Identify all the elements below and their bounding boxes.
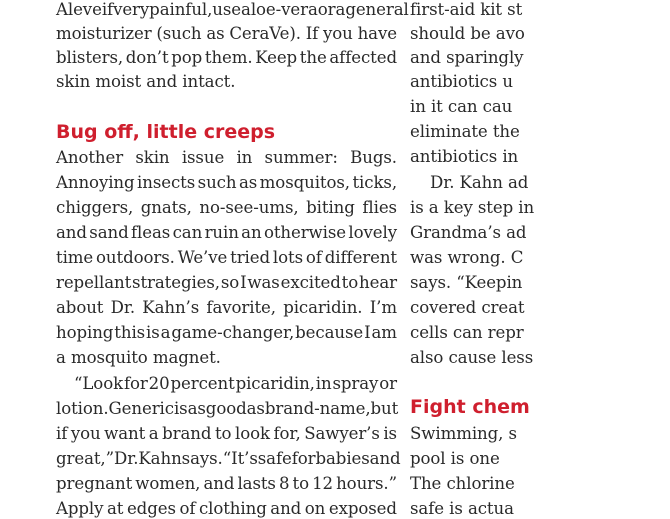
section-heading: Bug off, little creeps [56, 121, 276, 143]
word: I [240, 273, 247, 292]
text-line: says. “Keepin [410, 273, 523, 292]
word: affected [329, 48, 397, 67]
word: babies [315, 449, 370, 468]
text-line: eliminate the [410, 122, 520, 141]
word: outdoors. [96, 248, 175, 267]
text-line: pool is one [410, 449, 500, 468]
text-line: should be avo [410, 24, 525, 43]
word: ruin [204, 223, 239, 242]
word: excited [280, 273, 341, 292]
text-line [56, 474, 397, 494]
word: for [291, 449, 316, 468]
word: for [123, 374, 148, 393]
word: ticks, [352, 173, 397, 192]
text-line: is a key step in [410, 198, 535, 217]
word: pop [171, 48, 203, 67]
word: to [341, 273, 359, 292]
text-line: Grandma’s ad [410, 223, 527, 242]
word: is [383, 424, 397, 443]
word: Aleve [56, 0, 102, 19]
word: Keep [255, 48, 298, 67]
word: hear [359, 273, 397, 292]
word: picaridin, [235, 374, 315, 393]
section-heading: Fight chem [410, 396, 530, 418]
word: or [379, 374, 397, 393]
word: in [236, 148, 253, 167]
text-line [56, 0, 409, 20]
word: want [104, 424, 146, 443]
word: biting [306, 198, 355, 217]
text-line [56, 424, 397, 444]
word: edges [126, 499, 176, 518]
word: the [299, 48, 327, 67]
word: mosquitos, [259, 173, 350, 192]
word: of [305, 248, 322, 267]
text-line: Swimming, s [410, 424, 517, 443]
word: We’ve [177, 248, 228, 267]
word: pregnant [56, 474, 133, 493]
word: summer: [264, 148, 338, 167]
word: Another [56, 148, 124, 167]
word: brand [162, 424, 212, 443]
word: a [160, 323, 171, 342]
word: to [214, 424, 232, 443]
word: “Look [74, 374, 124, 393]
text-line: antibiotics in [410, 147, 519, 166]
word: and [369, 449, 401, 468]
text-line [56, 198, 397, 218]
word: or [317, 0, 336, 19]
word: spray [332, 374, 379, 393]
text-line [56, 323, 397, 343]
text-line [56, 173, 397, 193]
text-line: The chlorine [410, 474, 515, 493]
word: at [107, 499, 124, 518]
text-line [56, 499, 397, 519]
word: (such [156, 24, 202, 43]
word: for, [273, 424, 301, 443]
word: picaridin. [283, 298, 363, 317]
word: favorite, [206, 298, 276, 317]
word: “It’s [222, 449, 258, 468]
word: lots [272, 248, 303, 267]
word: repellant [56, 273, 132, 292]
word: because [295, 323, 364, 342]
text-line: was wrong. C [410, 248, 524, 267]
word: can [172, 223, 203, 242]
word: and [56, 223, 87, 242]
word: insects [137, 173, 196, 192]
word: you [70, 424, 101, 443]
word: no-see-ums, [199, 198, 299, 217]
word: gnats, [140, 198, 192, 217]
word: in [315, 374, 332, 393]
word: lotion. [56, 399, 109, 418]
text-line [56, 374, 397, 394]
word: clothing [198, 499, 267, 518]
word: Dr. [110, 298, 136, 317]
word: if [101, 0, 114, 19]
text-line [56, 449, 401, 469]
text-line [56, 273, 397, 293]
text-line [56, 48, 397, 68]
word: look [234, 424, 270, 443]
word: this [114, 323, 146, 342]
word: chiggers, [56, 198, 134, 217]
word: Kahn [138, 449, 182, 468]
word: painful, [149, 0, 213, 19]
word: an [241, 223, 262, 242]
word: game-changer, [171, 323, 295, 342]
word: Sawyer’s [304, 424, 380, 443]
word: have [357, 24, 397, 43]
word: very [113, 0, 150, 19]
word: Apply [56, 499, 104, 518]
text-line: a mosquito magnet. [56, 348, 221, 367]
word: about [56, 298, 104, 317]
text-line: in it can cau [410, 97, 513, 116]
word: but [370, 399, 399, 418]
word: hours.” [336, 474, 397, 493]
word: Dr. [114, 449, 139, 468]
text-line: covered creat [410, 298, 525, 317]
word: of [179, 499, 196, 518]
word: 20 [148, 374, 170, 393]
word: aloe-vera [241, 0, 318, 19]
word: as [238, 173, 258, 192]
word: Annoying [56, 173, 135, 192]
word: as [187, 399, 206, 418]
text-line: Dr. Kahn ad [430, 173, 529, 192]
word: lasts [237, 474, 276, 493]
word: is [146, 323, 160, 342]
text-line [56, 24, 397, 44]
word: Kahn’s [142, 298, 200, 317]
word: moisturizer [56, 24, 152, 43]
word: 8 [278, 474, 290, 493]
word: different [324, 248, 397, 267]
word: and [203, 474, 235, 493]
word: safe [257, 449, 292, 468]
word: brand-name, [264, 399, 371, 418]
word: 12 [312, 474, 333, 493]
word: to [292, 474, 309, 493]
text-line: first-aid kit st [410, 0, 523, 19]
word: If [305, 24, 319, 43]
word: CeraVe). [229, 24, 301, 43]
word: and [270, 499, 302, 518]
text-line [56, 298, 397, 318]
word: hoping [56, 323, 114, 342]
word: I’m [369, 298, 397, 317]
word: good [205, 399, 247, 418]
word: strategies, [132, 273, 220, 292]
text-line [56, 248, 397, 268]
word: says. [181, 449, 223, 468]
word: flies [362, 198, 397, 217]
word: women, [135, 474, 201, 493]
word: so [220, 273, 240, 292]
word: if [56, 424, 68, 443]
text-line: cells can repr [410, 323, 524, 342]
word: fleas [131, 223, 171, 242]
word: such [197, 173, 237, 192]
word: time [56, 248, 94, 267]
text-line: antibiotics u [410, 72, 513, 91]
word: otherwise [263, 223, 346, 242]
text-line: and sparingly [410, 48, 524, 67]
word: a [148, 424, 159, 443]
word: Generic [108, 399, 174, 418]
word: them. [204, 48, 253, 67]
word: as [206, 24, 225, 43]
text-line [56, 148, 397, 168]
word: exposed [328, 499, 397, 518]
word: percent [170, 374, 235, 393]
word: skin [135, 148, 170, 167]
word: you [323, 24, 353, 43]
word: lovely [348, 223, 397, 242]
word: blisters, [56, 48, 124, 67]
text-line [56, 399, 397, 419]
word: I [364, 323, 371, 342]
word: as [246, 399, 265, 418]
word: don’t [125, 48, 169, 67]
word: great,” [56, 449, 114, 468]
word: issue [181, 148, 225, 167]
word: a [335, 0, 346, 19]
word: on [304, 499, 326, 518]
word: general [345, 0, 409, 19]
text-line [56, 223, 397, 243]
word: use [212, 0, 242, 19]
text-line: safe is actua [410, 499, 514, 518]
word: Bugs. [350, 148, 397, 167]
word: am [371, 323, 397, 342]
text-line: skin moist and intact. [56, 72, 236, 91]
text-line: also cause less [410, 348, 534, 367]
word: was [247, 273, 280, 292]
word: sand [89, 223, 129, 242]
word: is [173, 399, 188, 418]
word: tried [230, 248, 270, 267]
